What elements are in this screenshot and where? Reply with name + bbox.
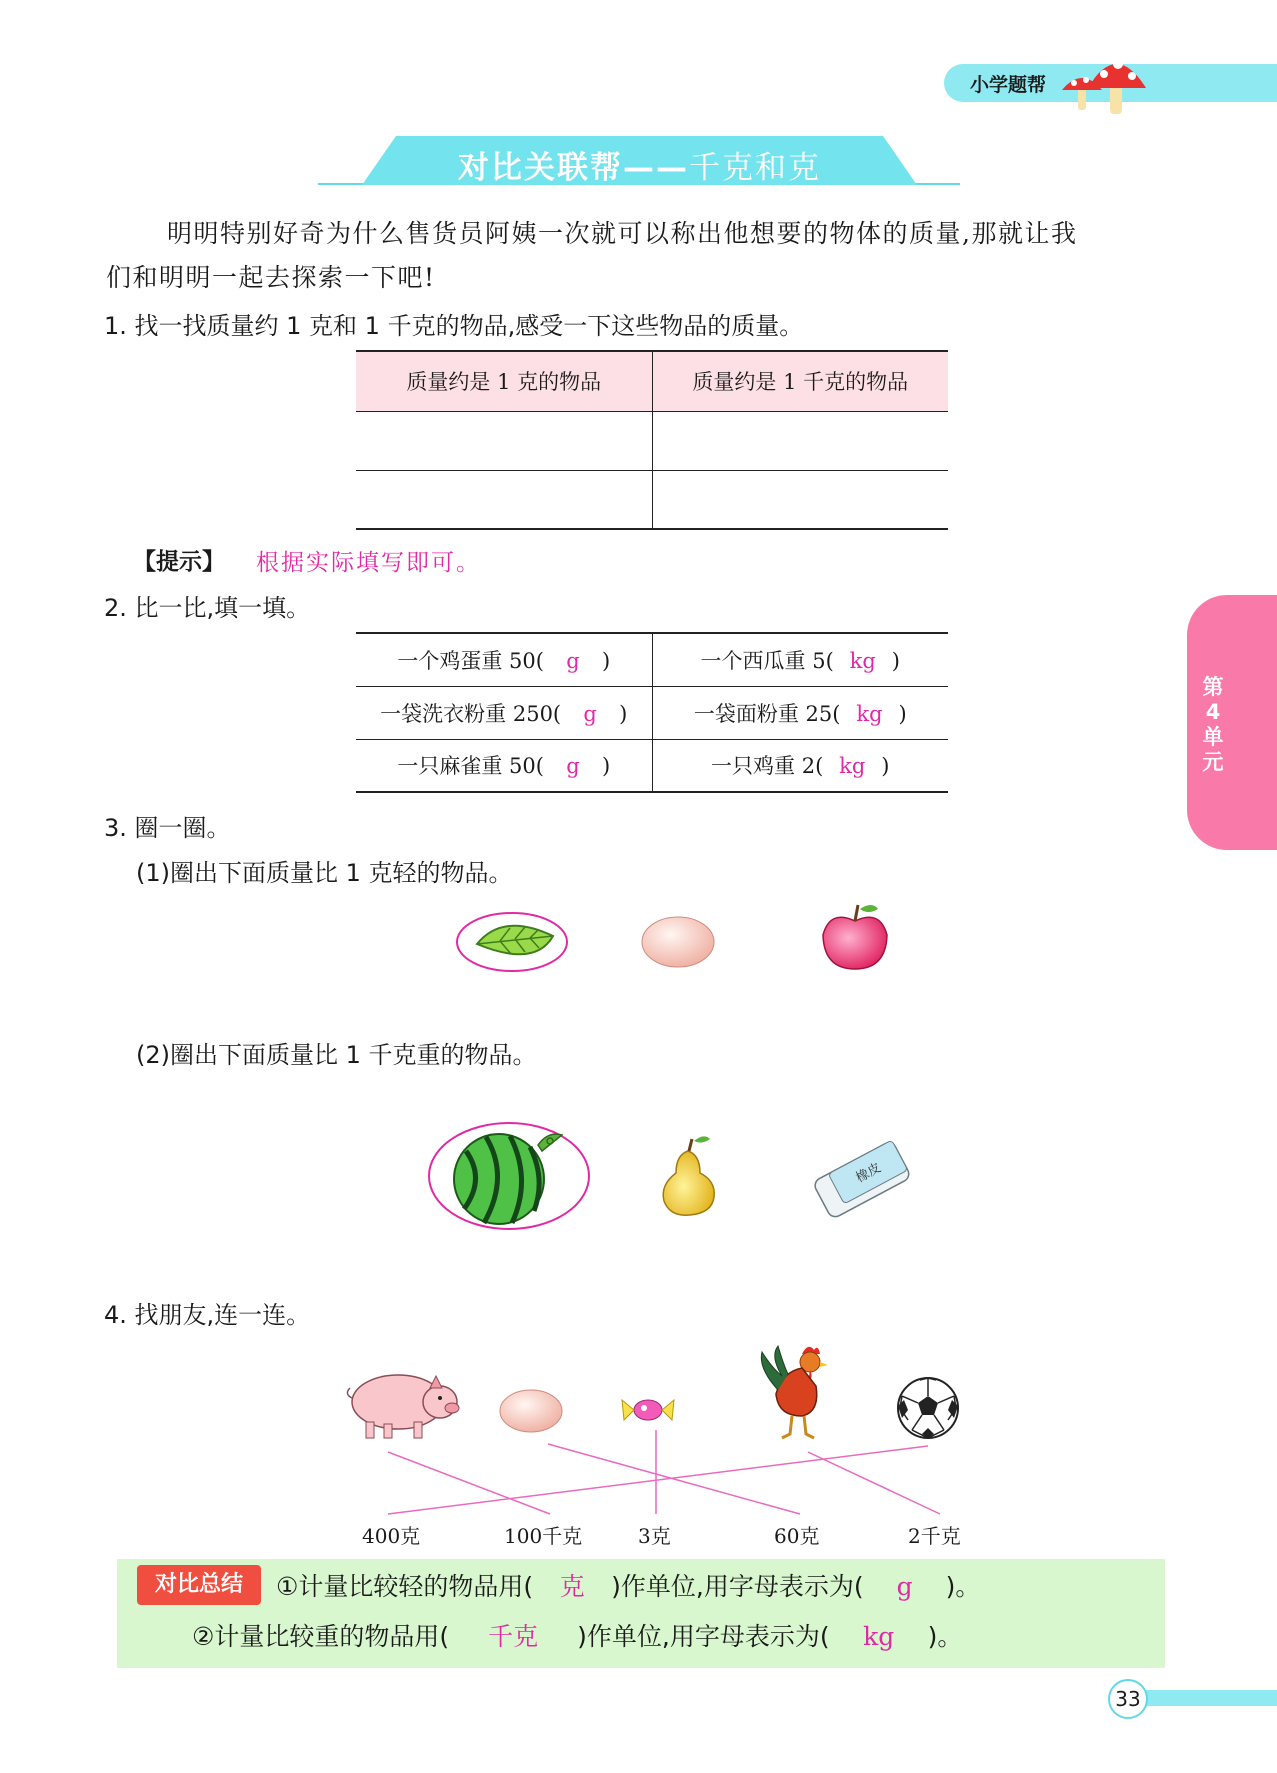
mushroom-icon: [1058, 44, 1148, 118]
item-text: 一袋洗衣粉重 250(: [380, 701, 562, 726]
apple-icon[interactable]: [818, 899, 892, 973]
summary-line-1: [276, 1567, 980, 1603]
summary-text: )。: [927, 1622, 963, 1651]
summary-text: )作单位,用字母表示为(: [577, 1622, 830, 1651]
table-header-row: [356, 351, 948, 411]
answer-unit[interactable]: g: [566, 754, 580, 779]
match-line-egg: [548, 1444, 800, 1514]
bracket: ): [881, 754, 890, 779]
hint-label: 【提示】: [133, 549, 225, 575]
bracket: ): [891, 648, 900, 673]
match-line-rooster: [808, 1452, 940, 1514]
page-number-bar: [1130, 1690, 1277, 1706]
answer-unit[interactable]: kg: [839, 754, 866, 779]
eraser-icon[interactable]: [808, 1131, 914, 1225]
fill-cell: [652, 633, 948, 686]
summary-line-2: [192, 1617, 962, 1653]
answer-unit[interactable]: kg: [856, 701, 883, 726]
watermelon-icon[interactable]: [426, 1121, 592, 1232]
eraser-label: 橡皮: [853, 1160, 884, 1187]
candy-icon[interactable]: [620, 1390, 676, 1430]
weight-label: 100千克: [504, 1524, 583, 1548]
weight-label: 60克: [774, 1524, 820, 1548]
table-row: [356, 411, 948, 470]
question-1: 1. 找一找质量约 1 克和 1 千克的物品,感受一下这些物品的质量。: [104, 312, 804, 340]
hint-text: 根据实际填写即可。: [256, 550, 481, 576]
answer-cell[interactable]: [356, 470, 652, 529]
question-2: 2. 比一比,填一填。: [104, 594, 311, 622]
summary-badge: 对比总结: [137, 1565, 261, 1605]
weight-items-table: [356, 350, 948, 530]
intro-line-1: 明明特别好奇为什么售货员阿姨一次就可以称出他想要的物体的质量,那就让我: [167, 219, 1078, 248]
egg-icon[interactable]: [498, 1387, 564, 1435]
leaf-icon[interactable]: [455, 910, 570, 974]
weight-label: 3克: [638, 1524, 671, 1548]
answer-cell[interactable]: [356, 411, 652, 470]
brand-label: 小学题帮: [970, 74, 1047, 96]
bracket: ): [898, 701, 907, 726]
item-text: 一只鸡重 2(: [711, 754, 824, 779]
summary-text: )。: [945, 1572, 981, 1601]
item-text: 一袋面粉重 25(: [693, 701, 841, 726]
item-text: 一个鸡蛋重 50(: [397, 648, 544, 673]
match-line-pig: [388, 1452, 550, 1514]
weight-label: 2千克: [908, 1524, 961, 1548]
section-title: [362, 142, 917, 187]
table-row: [356, 633, 948, 686]
rooster-icon[interactable]: [752, 1338, 832, 1442]
question-3: 3. 圈一圈。: [104, 814, 231, 842]
summary-text: ①计量比较轻的物品用(: [276, 1572, 534, 1601]
fill-cell: [356, 686, 652, 739]
title-sub: 千克和克: [689, 150, 821, 186]
question-3-part-2: (2)圈出下面质量比 1 千克重的物品。: [136, 1041, 537, 1069]
weight-label: 400克: [362, 1524, 421, 1548]
pear-icon[interactable]: [656, 1133, 720, 1219]
fill-cell: [356, 633, 652, 686]
answer-cell[interactable]: [652, 411, 948, 470]
answer-unit[interactable]: g: [566, 648, 580, 673]
table-row: [356, 470, 948, 529]
summary-answer[interactable]: 千克: [488, 1622, 539, 1651]
answer-cell[interactable]: [652, 470, 948, 529]
summary-answer[interactable]: kg: [863, 1622, 895, 1651]
header-1-kilogram: 质量约是 1 千克的物品: [652, 351, 948, 411]
egg-icon[interactable]: [640, 914, 716, 970]
bracket: ): [601, 754, 611, 779]
compare-fill-table: [356, 632, 948, 793]
fill-cell: [652, 739, 948, 792]
intro-line-2: 们和明明一起去探索一下吧!: [106, 263, 436, 292]
question-3-part-1: (1)圈出下面质量比 1 克轻的物品。: [136, 859, 513, 887]
table-row: [356, 739, 948, 792]
table-row: [356, 686, 948, 739]
summary-text: )作单位,用字母表示为(: [611, 1572, 864, 1601]
fill-cell: [652, 686, 948, 739]
bracket: ): [619, 701, 628, 726]
fill-cell: [356, 739, 652, 792]
item-text: 一只麻雀重 50(: [397, 754, 544, 779]
title-main: 对比关联帮: [458, 150, 623, 186]
title-dash: ——: [623, 150, 689, 186]
summary-text: ②计量比较重的物品用(: [192, 1622, 450, 1651]
summary-answer[interactable]: 克: [559, 1572, 585, 1601]
answer-unit[interactable]: kg: [849, 648, 876, 673]
bracket: ): [601, 648, 611, 673]
match-line-ball: [388, 1446, 928, 1514]
header-1-gram: 质量约是 1 克的物品: [356, 351, 652, 411]
page-number: 33: [1108, 1679, 1148, 1719]
matching-lines: [360, 1430, 960, 1520]
answer-unit[interactable]: g: [583, 701, 597, 726]
summary-answer[interactable]: g: [896, 1572, 913, 1601]
question-4: 4. 找朋友,连一连。: [104, 1301, 311, 1329]
item-text: 一个西瓜重 5(: [700, 648, 834, 673]
unit-label: 第4单元: [1202, 675, 1224, 774]
